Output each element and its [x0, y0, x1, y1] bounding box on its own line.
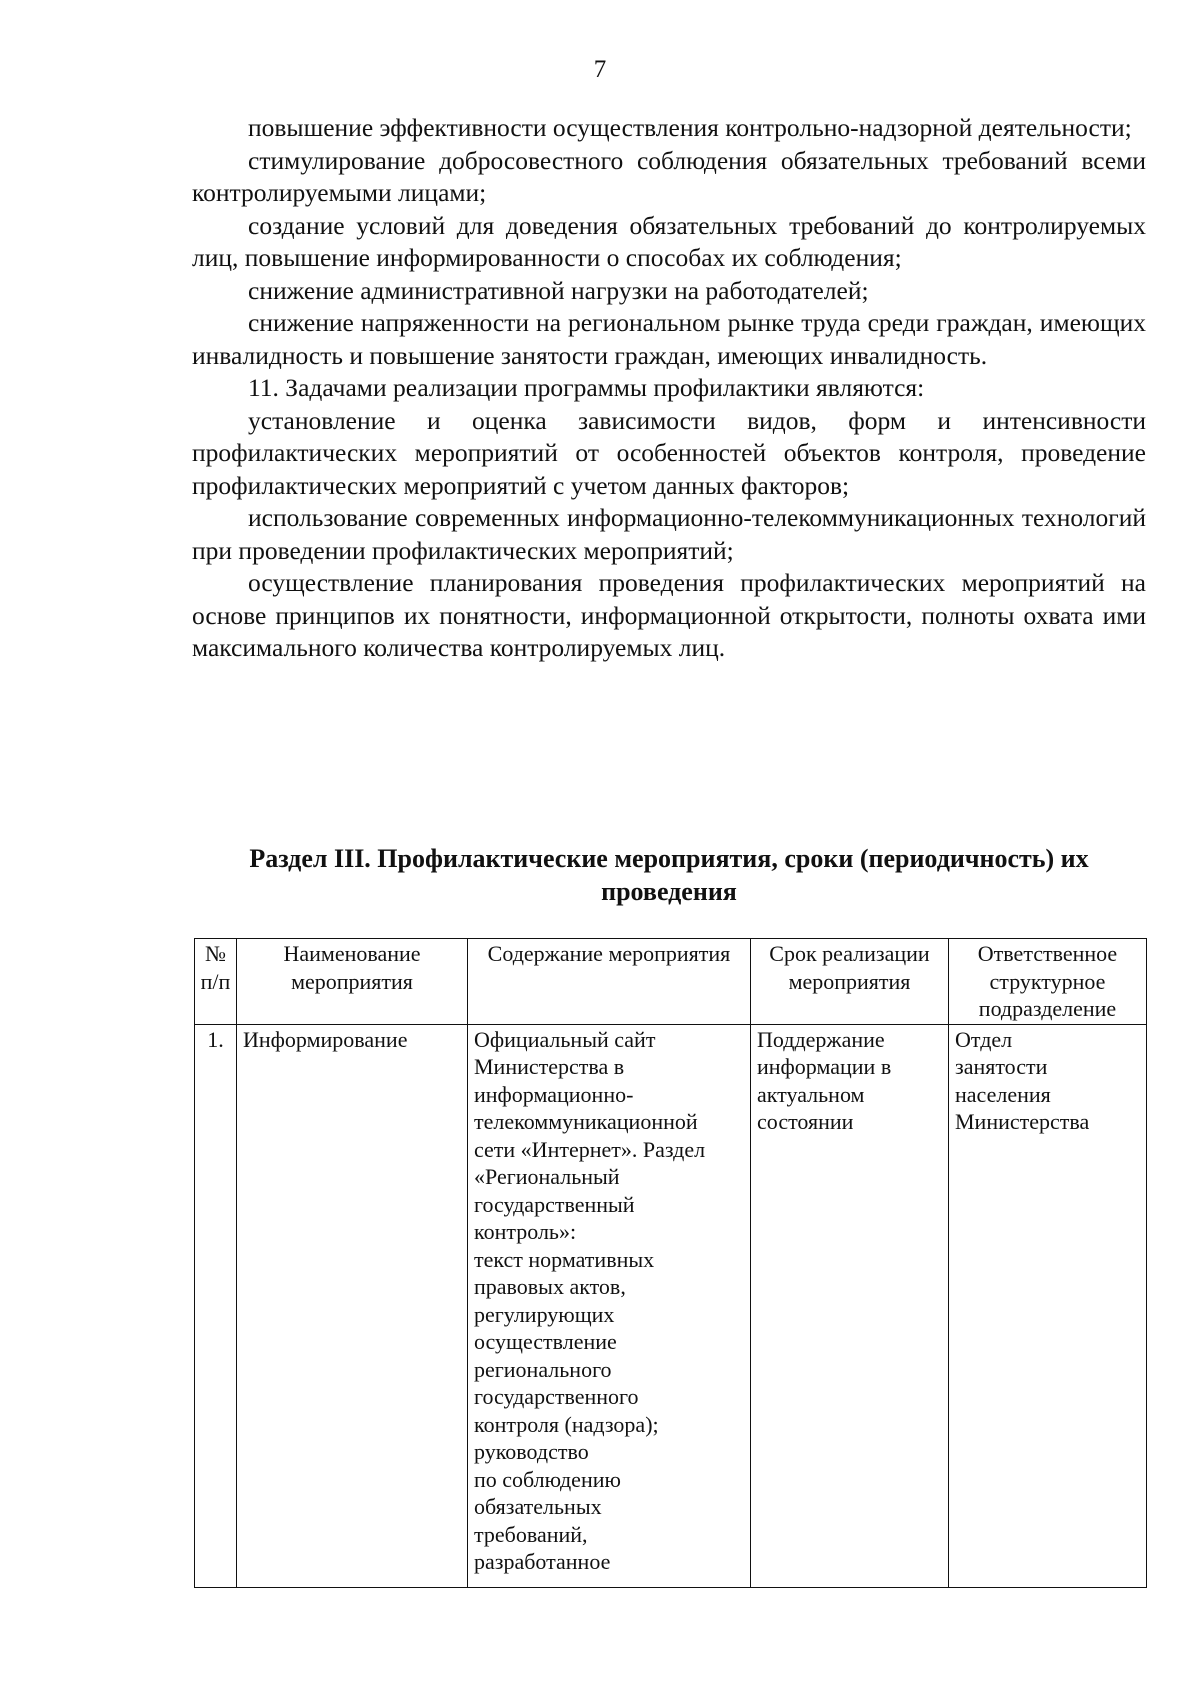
events-table [194, 938, 1147, 1588]
paragraph-4: снижение административной нагрузки на работодателей; [248, 275, 869, 305]
paragraph-2: стимулирование добросовестного соблюдения обязательных требований всеми контролируемыми лицами; [192, 145, 1146, 207]
content-line: контроля (надзора); [474, 1411, 659, 1437]
paragraph-1: повышение эффективности осуществления контрольно-надзорной деятельности; [248, 113, 1132, 142]
header-responsible: Ответственное структурное подразделение [949, 939, 1147, 1025]
deadline-line: состоянии [757, 1109, 854, 1134]
row-content [468, 1024, 751, 1587]
paragraph-6: 11. Задачами реализации программы профилактики являются: [248, 373, 925, 402]
content-line: требований, [474, 1521, 588, 1547]
deadline-line: Поддержание [757, 1026, 885, 1052]
row-responsible [949, 1024, 1147, 1587]
content-line: правовых актов, [474, 1274, 626, 1299]
deadline-line: информации в [757, 1054, 892, 1079]
paragraph-7: установление и оценка зависимости видов, форм и интенсивности профилактических мероприятий от особенностей объектов контроля, проведение профилактических мероприятий с учетом данных факторов; [192, 405, 1146, 500]
content-line: регулирующих [474, 1301, 615, 1327]
responsible-line: занятости [955, 1054, 1048, 1079]
paragraph-3: создание условий для доведения обязательных требований до контролируемых лиц, повышение информированности о способах их соблюдения; [192, 210, 1146, 272]
header-deadline: Срок реализации мероприятия [751, 939, 949, 1025]
content-line: осуществление [474, 1329, 617, 1354]
table-header-row [195, 939, 1147, 1025]
content-line: текст нормативных [474, 1246, 655, 1272]
responsible-line: населения [955, 1081, 1051, 1107]
section-title-line-2: проведения [601, 877, 737, 906]
content-line: информационно- [474, 1081, 634, 1107]
row-name: Информирование [237, 1024, 468, 1587]
section-title [192, 842, 1146, 908]
content-line: регионального [474, 1356, 612, 1382]
page-number: 7 [593, 56, 607, 83]
paragraph-8: использование современных информационно-телекоммуникационных технологий при проведении профилактических мероприятий; [192, 503, 1146, 565]
content-line: Министерства в [474, 1054, 625, 1079]
content-line: руководство [474, 1439, 589, 1464]
responsible-line: Министерства [955, 1109, 1090, 1134]
section-title-line-1: Раздел III. Профилактические мероприятия, сроки (периодичность) их [249, 844, 1089, 873]
content-line: по соблюдению [474, 1466, 621, 1492]
content-line: государственного [474, 1384, 639, 1409]
content-line: обязательных [474, 1494, 602, 1519]
content-line: разработанное [474, 1549, 611, 1574]
row-deadline [751, 1024, 949, 1587]
content-line: Официальный сайт [474, 1026, 656, 1052]
content-line: «Региональный [474, 1164, 620, 1189]
content-line: телекоммуникационной [474, 1109, 698, 1134]
content-line: государственный [474, 1191, 635, 1217]
table-row [195, 1024, 1147, 1587]
row-num: 1. [195, 1024, 237, 1587]
header-content: Содержание мероприятия [468, 939, 751, 1025]
content-line: контроль»: [474, 1219, 577, 1244]
header-num: № п/п [195, 939, 237, 1025]
body-text [192, 112, 1146, 665]
content-line: сети «Интернет». Раздел [474, 1136, 706, 1162]
paragraph-5: снижение напряженности на региональном рынке труда среди граждан, имеющих инвалидность и повышение занятости граждан, имеющих инвалидность. [192, 308, 1146, 370]
deadline-line: актуальном [757, 1081, 865, 1107]
header-name: Наименование мероприятия [237, 939, 468, 1025]
paragraph-9: осуществление планирования проведения профилактических мероприятий на основе принципов их понятности, информационной открытости, полноты охвата ими максимального количества контролируемых лиц. [192, 568, 1146, 662]
responsible-line: Отдел [955, 1026, 1013, 1052]
